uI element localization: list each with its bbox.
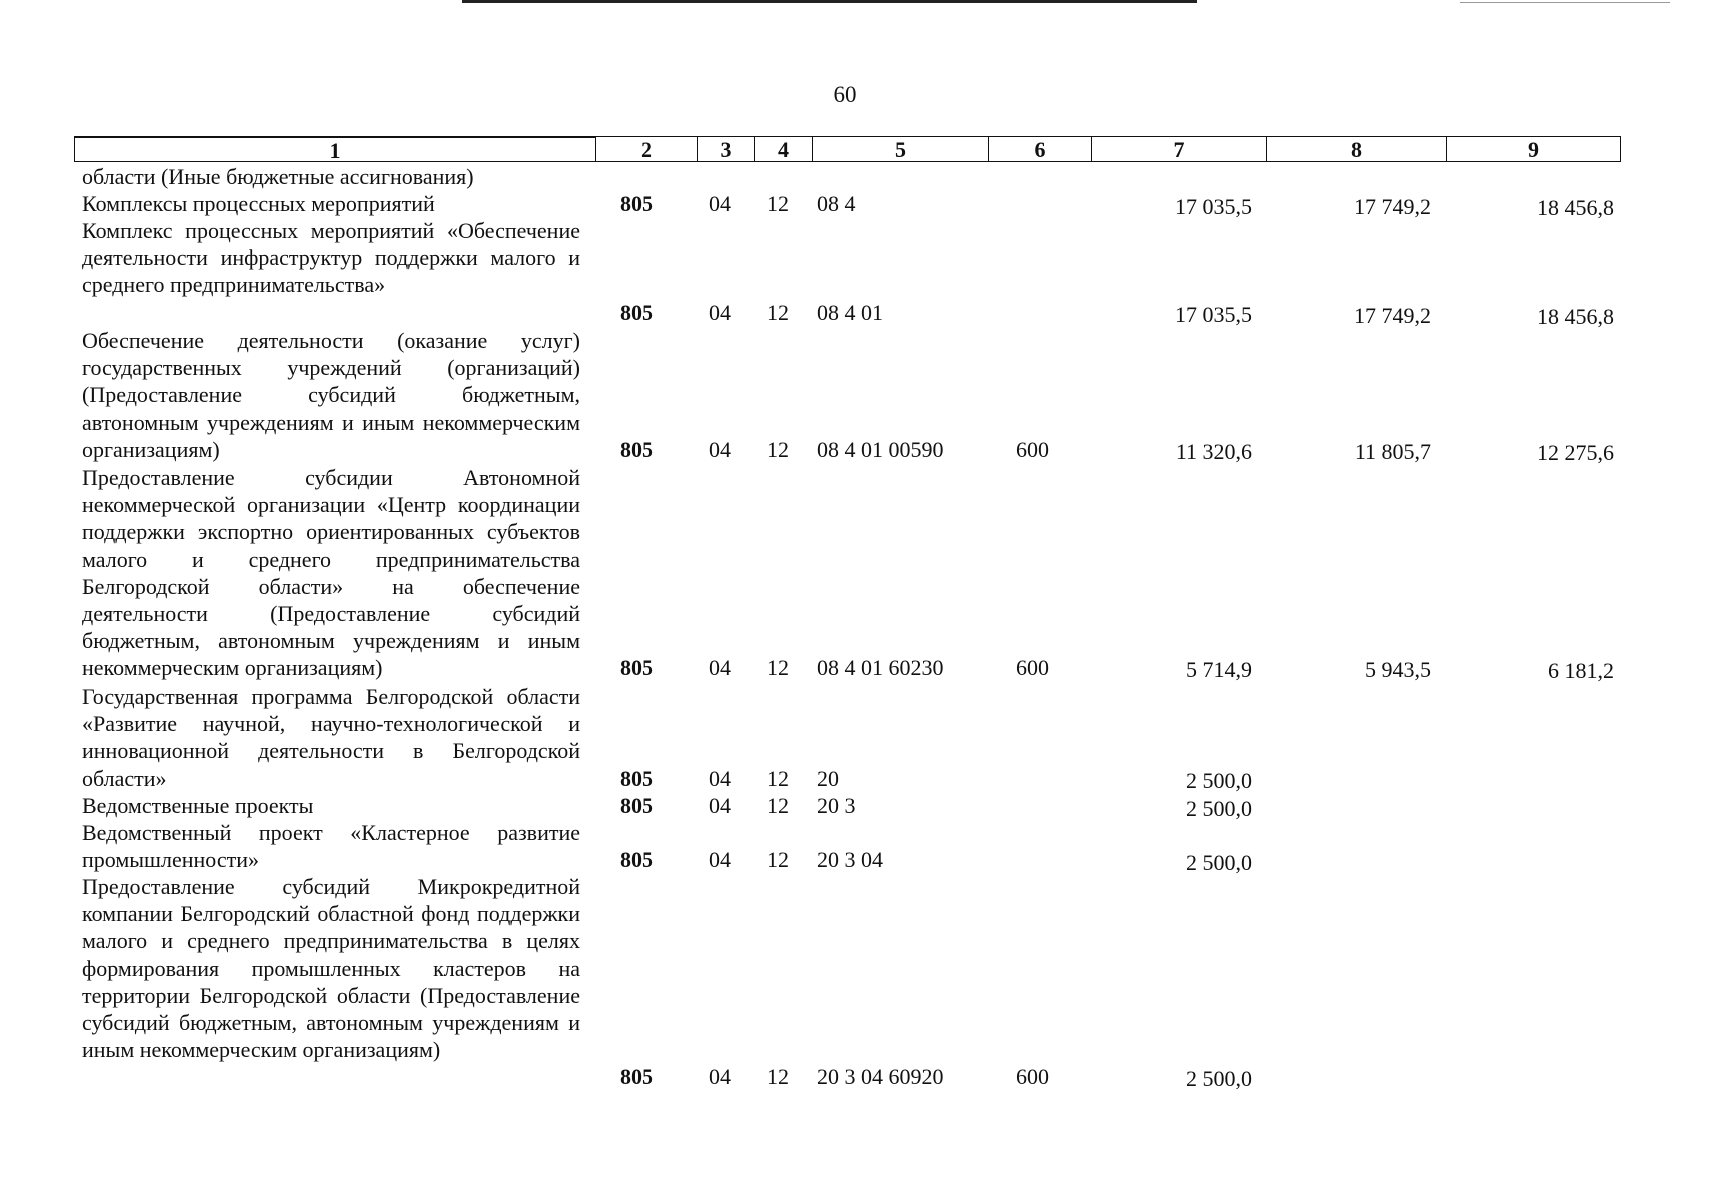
cell-col4: 12 — [767, 1064, 789, 1089]
cell-col3: 04 — [709, 793, 731, 818]
table-header-cell: 3 — [697, 136, 755, 162]
cell-col3: 04 — [709, 655, 731, 680]
table-header-cell: 7 — [1091, 136, 1267, 162]
page-number: 60 — [833, 82, 857, 107]
table-header-cell: 1 — [74, 136, 596, 162]
table-header-cell: 9 — [1446, 136, 1621, 162]
cell-col9: 12 275,6 — [1537, 440, 1614, 465]
cell-col6: 600 — [1016, 655, 1049, 680]
cell-col5: 08 4 01 60230 — [817, 655, 944, 680]
cell-col9: 18 456,8 — [1537, 195, 1614, 220]
cell-col8: 11 805,7 — [1354, 439, 1431, 464]
cell-col2: 805 — [620, 1064, 653, 1089]
cell-col2: 805 — [620, 437, 653, 462]
scan-edge-line — [1460, 2, 1670, 3]
cell-col5: 20 — [817, 766, 839, 791]
row-name: Ведомственный проект «Кластерное развитие промышленности» — [82, 820, 580, 873]
cell-col6: 600 — [1016, 1064, 1049, 1089]
cell-col9: 6 181,2 — [1548, 658, 1614, 683]
cell-col6: 600 — [1016, 437, 1049, 462]
cell-col7: 2 500,0 — [1186, 1066, 1252, 1091]
cell-col5: 08 4 — [817, 191, 856, 216]
cell-col5: 20 3 04 60920 — [817, 1064, 944, 1089]
table-header-cell: 6 — [988, 136, 1092, 162]
cell-col7: 2 500,0 — [1186, 768, 1252, 793]
table-header-cell: 8 — [1266, 136, 1447, 162]
cell-col7: 11 320,6 — [1175, 439, 1252, 464]
row-name: Комплексы процессных мероприятий — [82, 191, 435, 216]
cell-col4: 12 — [767, 847, 789, 872]
row-name: Предоставление субсидий Микрокредитной компании Белгородский областной фонд поддержки малого и среднего предпринимательства в целях формирования промышленных кластеров на территории Белгородской области (Предоставление субсидий бюджетным, автономным учреждениям и иным некоммерческим организациям) — [82, 874, 580, 1063]
cell-col5: 08 4 01 — [817, 300, 883, 325]
cell-col4: 12 — [767, 437, 789, 462]
cell-col3: 04 — [709, 300, 731, 325]
cell-col4: 12 — [767, 655, 789, 680]
row-name: Обеспечение деятельности (оказание услуг) государственных учреждений (организаций) (Предоставление субсидий бюджетным, автономным учреждениям и иным некоммерческим организациям) — [82, 328, 580, 462]
cell-col9: 18 456,8 — [1537, 304, 1614, 329]
cell-col3: 04 — [709, 1064, 731, 1089]
cell-col8: 17 749,2 — [1354, 194, 1431, 219]
scan-edge-line — [462, 0, 1197, 3]
table-header-row — [74, 136, 1621, 166]
cell-col8: 5 943,5 — [1365, 657, 1431, 682]
cell-col8: 17 749,2 — [1354, 303, 1431, 328]
cell-col3: 04 — [709, 191, 731, 216]
cell-col2: 805 — [620, 191, 653, 216]
cell-col2: 805 — [620, 793, 653, 818]
cell-col5: 08 4 01 00590 — [817, 437, 944, 462]
cell-col3: 04 — [709, 437, 731, 462]
cell-col4: 12 — [767, 793, 789, 818]
cell-col5: 20 3 — [817, 793, 856, 818]
cell-col3: 04 — [709, 766, 731, 791]
cell-col3: 04 — [709, 847, 731, 872]
row-name: Комплекс процессных мероприятий «Обеспечение деятельности инфраструктур поддержки малого и среднего предпринимательства» — [82, 218, 580, 298]
table-header-cell: 5 — [812, 136, 989, 162]
cell-col7: 2 500,0 — [1186, 850, 1252, 875]
cell-col5: 20 3 04 — [817, 847, 883, 872]
row-name: Предоставление субсидии Автономной некоммерческой организации «Центр координации поддержки экспортно ориентированных субъектов малого и среднего предпринимательства Белгородской области» на обеспечение деятельности (Предоставление субсидий бюджетным, автономным учреждениям и иным некоммерческим организациям) — [82, 465, 580, 681]
cell-col4: 12 — [767, 300, 789, 325]
table-header-cell: 4 — [754, 136, 813, 162]
row-name: области (Иные бюджетные ассигнования) — [82, 164, 474, 189]
cell-col7: 17 035,5 — [1175, 194, 1252, 219]
table-header-cell: 2 — [595, 136, 698, 162]
cell-col2: 805 — [620, 766, 653, 791]
cell-col7: 17 035,5 — [1175, 302, 1252, 327]
row-name: Государственная программа Белгородской области «Развитие научной, научно-технологической и инновационной деятельности в Белгородской области» — [82, 684, 580, 791]
row-name: Ведомственные проекты — [82, 793, 314, 818]
cell-col2: 805 — [620, 300, 653, 325]
cell-col2: 805 — [620, 847, 653, 872]
cell-col7: 5 714,9 — [1186, 657, 1252, 682]
cell-col7: 2 500,0 — [1186, 796, 1252, 821]
cell-col4: 12 — [767, 766, 789, 791]
cell-col2: 805 — [620, 655, 653, 680]
cell-col4: 12 — [767, 191, 789, 216]
